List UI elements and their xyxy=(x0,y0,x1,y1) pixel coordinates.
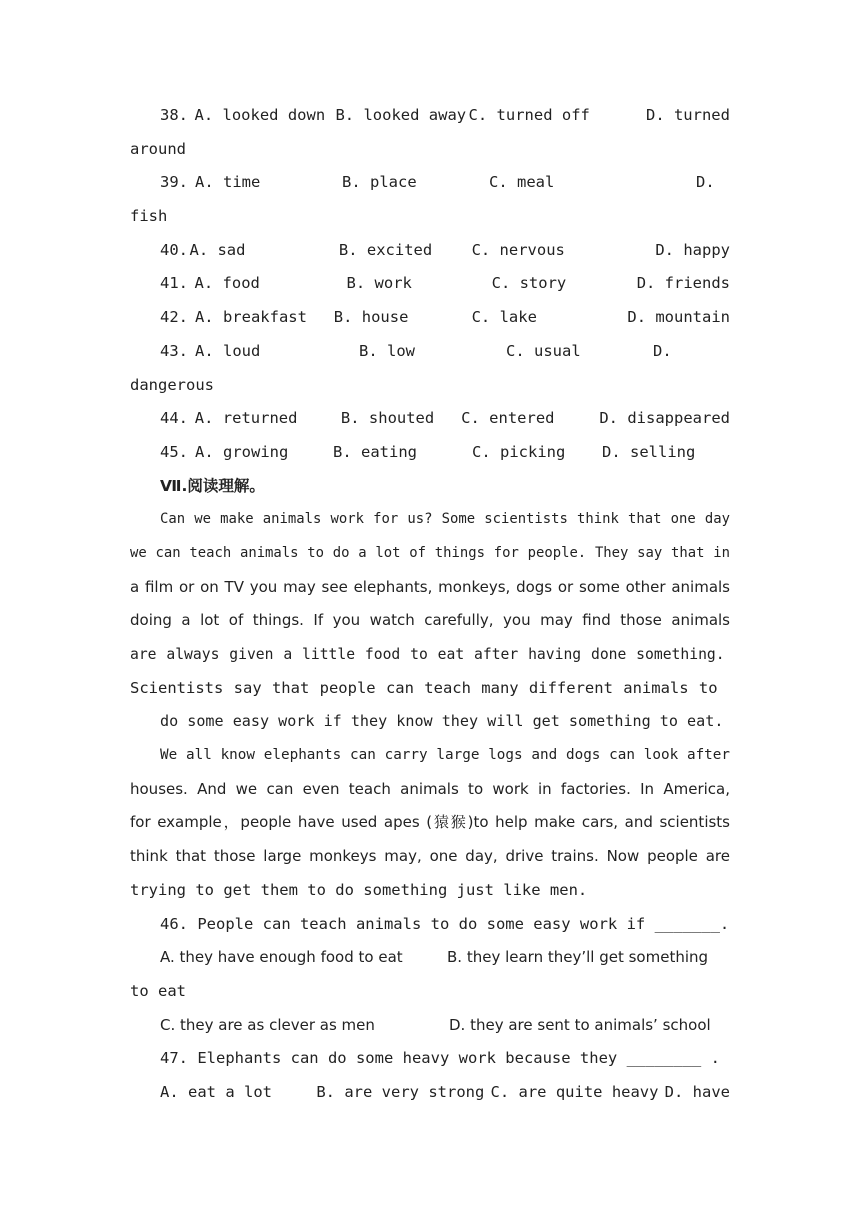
question-number: 38. xyxy=(160,106,188,124)
passage-line: Scientists say that people can teach many different animals to xyxy=(130,678,718,697)
question-45 xyxy=(130,436,730,470)
option-b: B. excited xyxy=(338,240,433,259)
passage-line: Can we make animals work for us? Some scientists think that one day xyxy=(160,511,730,528)
question-39 xyxy=(130,166,730,200)
option-b: B. eating xyxy=(333,442,417,461)
question-number: 41. xyxy=(160,274,188,293)
option-d: D. friends xyxy=(636,274,731,293)
question-number: 42. xyxy=(160,308,188,327)
option-d: D. mountain xyxy=(627,308,731,327)
option-d: D. selling xyxy=(602,442,696,461)
option-c: C. are quite heavy xyxy=(490,1082,659,1101)
question-43-continuation: dangerous xyxy=(130,375,214,394)
question-38 xyxy=(130,99,730,133)
option-a: A. eat a lot xyxy=(160,1082,272,1101)
option-d: D. have xyxy=(664,1082,730,1101)
passage-line: for example，people have used apes (猿猴)to help make cars, and scientists xyxy=(130,813,730,832)
option-c: C. usual xyxy=(506,341,581,360)
option-a: A. loud xyxy=(195,341,261,360)
question-39-continuation: fish xyxy=(130,207,168,226)
question-38-continuation: around xyxy=(130,139,186,158)
passage-line: are always given a little food to eat after having done something. xyxy=(130,646,725,663)
option-b: B. are very strong xyxy=(316,1082,485,1101)
question-number: 44. xyxy=(160,409,188,428)
question-40 xyxy=(130,234,730,268)
option-c: C. they are as clever as men xyxy=(160,1015,375,1034)
question-46-continuation: to eat xyxy=(130,981,186,1000)
document-page xyxy=(130,99,730,1110)
question-number: 40. xyxy=(160,240,188,259)
question-42 xyxy=(130,301,730,335)
passage-line: doing a lot of things. If you watch carefully, you may find those animals xyxy=(130,611,730,630)
option-a: A. returned xyxy=(194,409,298,428)
option-b: B. work xyxy=(346,274,412,293)
option-d: D. happy xyxy=(655,240,730,259)
question-47-options xyxy=(130,1076,730,1110)
option-c: C. picking xyxy=(472,442,566,461)
passage-line: trying to get them to do something just like men. xyxy=(130,880,588,899)
option-a: A. looked down xyxy=(194,106,326,124)
passage-line: think that those large monkeys may, one day, drive trains. Now people are xyxy=(130,847,730,866)
option-d: D. disappeared xyxy=(599,409,730,428)
question-46-options-ab xyxy=(130,941,730,975)
question-number: 45. xyxy=(160,442,188,461)
option-a: A. sad xyxy=(189,240,246,259)
option-b: B. they learn they’ll get something xyxy=(447,948,709,967)
passage-line: we can teach animals to do a lot of things for people. They say that in xyxy=(130,544,730,561)
option-c: C. lake xyxy=(471,308,537,327)
option-b: B. shouted xyxy=(340,409,435,428)
option-c: C. turned off xyxy=(468,106,590,124)
question-43 xyxy=(130,335,730,369)
option-b: B. low xyxy=(359,341,415,360)
option-d: D. xyxy=(696,173,715,192)
question-number: 39. xyxy=(160,173,188,192)
question-46-options-cd xyxy=(130,1009,730,1043)
passage-line: houses. And we can even teach animals to work in factories. In America, xyxy=(130,779,730,798)
option-a: A. breakfast xyxy=(194,308,307,327)
option-b: B. looked away xyxy=(335,106,467,124)
option-a: A. growing xyxy=(195,442,289,461)
question-46-stem: 46. People can teach animals to do some easy work if _______. xyxy=(160,914,730,933)
section-heading: Ⅶ.阅读理解。 xyxy=(160,476,265,495)
option-a: A. they have enough food to eat xyxy=(160,948,403,967)
passage-line: We all know elephants can carry large logs and dogs can look after xyxy=(160,747,730,764)
option-c: C. entered xyxy=(461,409,555,428)
question-41 xyxy=(130,267,730,301)
option-b: B. house xyxy=(333,308,409,327)
option-b: B. place xyxy=(342,173,417,192)
option-c: C. story xyxy=(491,274,567,293)
passage-line: do some easy work if they know they will get something to eat. xyxy=(160,712,724,731)
option-a: A. food xyxy=(194,274,260,293)
question-number: 43. xyxy=(160,341,188,360)
option-c: C. meal xyxy=(489,173,555,192)
passage-line: a film or on TV you may see elephants, monkeys, dogs or some other animals xyxy=(130,577,730,596)
option-d: D. xyxy=(653,341,672,360)
option-c: C. nervous xyxy=(471,240,565,259)
option-a: A. time xyxy=(195,173,261,192)
option-d: D. they are sent to animals’ school xyxy=(449,1015,711,1034)
question-44 xyxy=(130,402,730,436)
option-d: D. turned xyxy=(645,106,730,124)
question-47-stem: 47. Elephants can do some heavy work because they ________ . xyxy=(160,1049,720,1068)
